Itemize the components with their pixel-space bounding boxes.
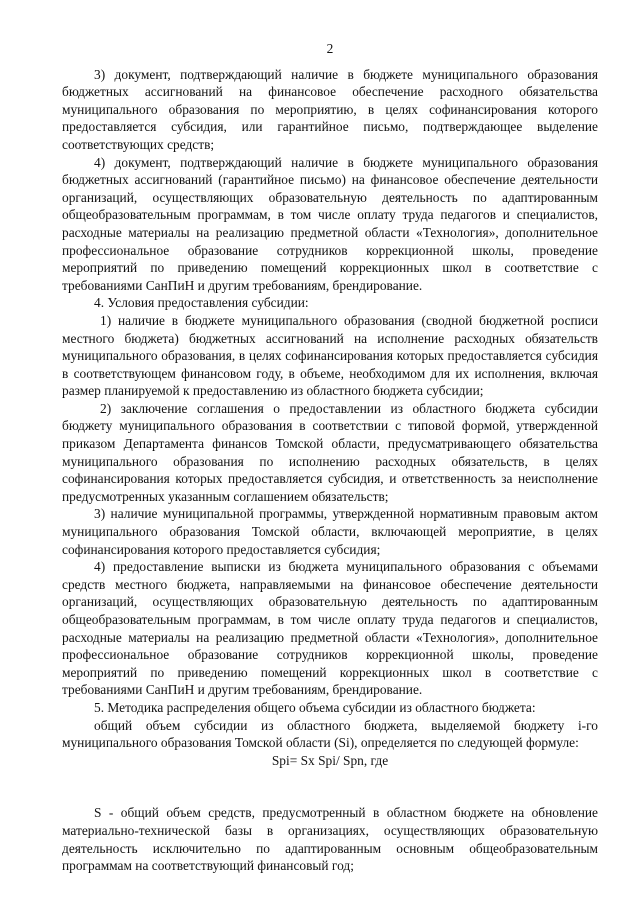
condition-item-1: 1) наличие в бюджете муниципального образования (сводной бюджетной росписи местного бюджета) бюджетных ассигнований на исполнение расходных обязательств муниципального образования, в целях софинансирования которых предоставляется субсидия в соответствующем финансовом году, в объеме, необходимом для их исполнения, включая размер планируемой к предоставлению из областного бюджета субсидии; <box>62 312 598 399</box>
formula: Spi= Sx Spi/ Spn, где <box>271 752 389 768</box>
section-heading-methodology: 5. Методика распределения общего объема субсидии из областного бюджета: <box>94 699 536 715</box>
methodology-intro: общий объем субсидии из областного бюджета, выделяемой бюджету i-го муниципального образования Томской области (Si), определяется по следующей формуле: <box>62 717 598 751</box>
paragraph-document-4: 4) документ, подтверждающий наличие в бюджете муниципального образования бюджетных ассигнований (гарантийное письмо) на финансовое обеспечение деятельности организаций, осуществляющих образовательную деятельность по адаптированным общеобразовательным программам, в том числе оплату труда педагогов и специалистов, расходные материалы на реализацию предметной области «Технология», дополнительное профессиональное образование сотрудников коррекционной школы, проведение мероприятий по приведению помещений коррекционных школ в соответствие с требованиями СанПиН и другим требованиям, брендирование. <box>62 154 598 293</box>
spacer <box>62 769 598 804</box>
condition-item-3: 3) наличие муниципальной программы, утвержденной нормативным правовым актом муниципального образования Томской области, включающей мероприятие, в целях софинансирования которого предоставляется субсидия; <box>62 506 598 557</box>
paragraph-document-3: 3) документ, подтверждающий наличие в бюджете муниципального образования бюджетных ассигнований на финансовое обеспечение расходного обязательства муниципального образования по мероприятию, в целях софинансирования которого предоставляется субсидия, или гарантийное письмо, подтверждающее выделение соответствующих средств; <box>62 66 598 152</box>
page-number: 2 <box>326 41 334 56</box>
condition-item-2: 2) заключение соглашения о предоставлении из областного бюджета субсидии бюджету муниципального образования в соответствии с типовой формой, утвержденной приказом Департамента финансов Томской области, предусматривающего обязательства муниципального образования по исполнению расходных обязательств, в целях софинансирования которых предоставляется субсидия, и ответственность за неисполнение предусмотренных указанным соглашением обязательств; <box>62 400 598 504</box>
condition-item-4: 4) предоставление выписки из бюджета муниципального образования с объемами средств местного бюджета, направляемыми на финансовое обеспечение деятельности организаций, осуществляющих образовательную деятельность по адаптированным общеобразовательным программам, в том числе оплату труда педагогов и специалистов, расходные материалы на реализацию предметной области «Технология», дополнительное профессиональное образование сотрудников коррекционной школы, проведение мероприятий по приведению помещений коррекционных школ в соответствие с требованиями СанПиН и другим требованиям, брендирование. <box>62 559 598 698</box>
definition-s: S - общий объем средств, предусмотренный в областном бюджете на обновление материально-технической базы в организациях, осуществляющих образовательную деятельность исключительно по адаптированным основным общеобразовательным программам на соответствующий финансовый год; <box>62 805 598 874</box>
section-heading-conditions: 4. Условия предоставления субсидии: <box>94 295 309 311</box>
document-page <box>62 40 598 875</box>
